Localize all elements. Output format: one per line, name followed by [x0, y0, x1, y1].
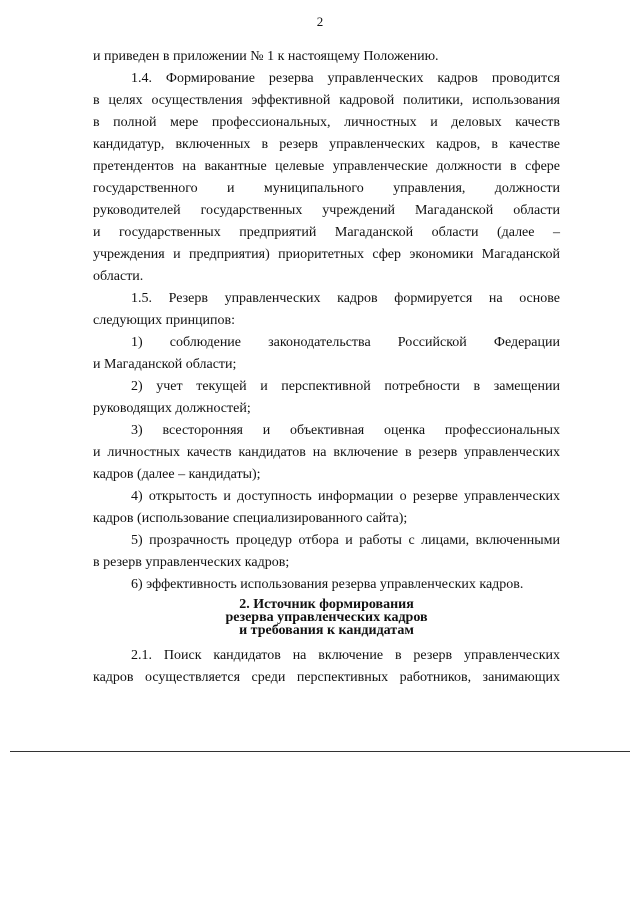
- text-line: 1.4. Формирование резерва управленческих кадров проводится: [131, 71, 560, 86]
- text-line: руководителей государственных учреждений Магаданской области: [93, 203, 560, 218]
- text-line: 2.1. Поиск кандидатов на включение в резерв управленческих: [131, 648, 560, 663]
- text-line: 1.5. Резерв управленческих кадров формируется на основе: [131, 291, 560, 306]
- text-line: руководящих должностей;: [93, 401, 251, 416]
- text-line: государственного и муниципального управления, должности: [93, 181, 560, 196]
- text-line: и государственных предприятий Магаданской области (далее –: [93, 225, 560, 240]
- page-divider: [10, 751, 630, 752]
- text-line: 5) прозрачность процедур отбора и работы с лицами, включенными: [131, 533, 560, 548]
- text-line: и Магаданской области;: [93, 357, 237, 372]
- text-line: области.: [93, 269, 144, 284]
- text-line: 6) эффективность использования резерва управленческих кадров.: [131, 577, 524, 592]
- text-line: кандидатур, включенных в резерв управленческих кадров, в качестве: [93, 137, 560, 152]
- text-line: 4) открытость и доступность информации о резерве управленческих: [131, 489, 560, 504]
- text-line: в целях осуществления эффективной кадровой политики, использования: [93, 93, 560, 108]
- page-number: 2: [316, 14, 324, 29]
- text-line: и приведен в приложении № 1 к настоящему Положению.: [93, 49, 439, 64]
- text-line: учреждения и предприятия) приоритетных сфер экономики Магаданской: [93, 247, 560, 262]
- text-line: следующих принципов:: [93, 313, 236, 328]
- text-line: кадров (далее – кандидаты);: [93, 467, 261, 482]
- text-line: кадров осуществляется среди перспективных работников, занимающих: [93, 670, 560, 685]
- text-line: в резерв управленческих кадров;: [93, 555, 290, 570]
- text-line: 1) соблюдение законодательства Российской Федерации: [131, 335, 560, 350]
- text-line: 3) всесторонняя и объективная оценка профессиональных: [131, 423, 560, 438]
- section-heading: 2. Источник формирования: [239, 597, 414, 612]
- text-line: 2) учет текущей и перспективной потребности в замещении: [131, 379, 560, 394]
- text-line: кадров (использование специализированного сайта);: [93, 511, 408, 526]
- text-line: претендентов на вакантные целевые управленческие должности в сфере: [93, 159, 560, 174]
- section-heading: и требования к кандидатам: [239, 623, 414, 638]
- text-line: и личностных качеств кандидатов на включение в резерв управленческих: [93, 445, 560, 460]
- text-line: в полной мере профессиональных, личностных и деловых качеств: [93, 115, 560, 130]
- section-heading: резерва управленческих кадров: [225, 610, 428, 625]
